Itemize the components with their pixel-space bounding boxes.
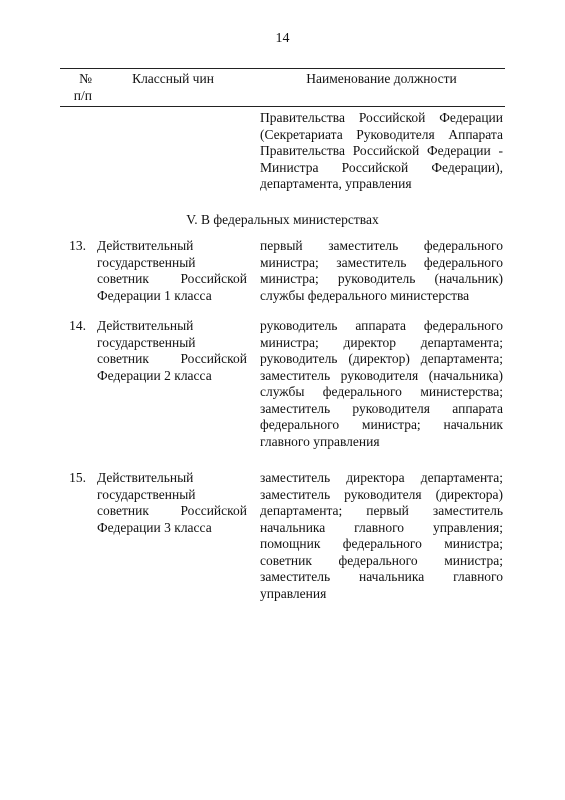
table-header-number-line1: № — [79, 71, 92, 86]
continuation-position-text: Правительства Российской Федерации (Секретариата Руководителя Аппарата Правительства Российской Федерации - Министра Российской Федерации), департамента, управления — [260, 110, 503, 191]
page-number: 14 — [275, 31, 290, 46]
table-header-rank: Классный чин — [132, 71, 214, 86]
row-13-number: 13. — [69, 238, 86, 253]
row-13-rank: Действительный государственный советник Российской Федерации 1 класса — [97, 238, 247, 303]
table-header-number-line2: п/п — [73, 88, 92, 103]
table-header-position: Наименование должности — [306, 71, 457, 86]
row-14-rank: Действительный государственный советник Российской Федерации 2 класса — [97, 318, 247, 383]
row-14-number: 14. — [69, 318, 86, 333]
row-15-positions: заместитель директора департамента; заместитель руководителя (директора) департамента; первый заместитель начальника главного управления; помощник федерального министра; советник федерального министра; заместитель начальника главного управления — [260, 470, 503, 601]
row-14-positions: руководитель аппарата федерального министра; директор департамента; руководитель (директор) департамента; заместитель руководителя (начальника) службы федерального министерства; заместитель руководителя аппарата федерального министра; начальник главного управления — [260, 318, 503, 449]
section-title: V. В федеральных министерствах — [186, 212, 379, 227]
row-15-rank: Действительный государственный советник Российской Федерации 3 класса — [97, 470, 247, 535]
table-header-top-rule — [60, 68, 505, 69]
table-header-number — [60, 70, 92, 104]
row-13-positions: первый заместитель федерального министра; заместитель федерального министра; руководитель (начальник) службы федерального министерства — [260, 238, 503, 303]
row-15-number: 15. — [69, 470, 86, 485]
table-header-bottom-rule — [60, 106, 505, 107]
